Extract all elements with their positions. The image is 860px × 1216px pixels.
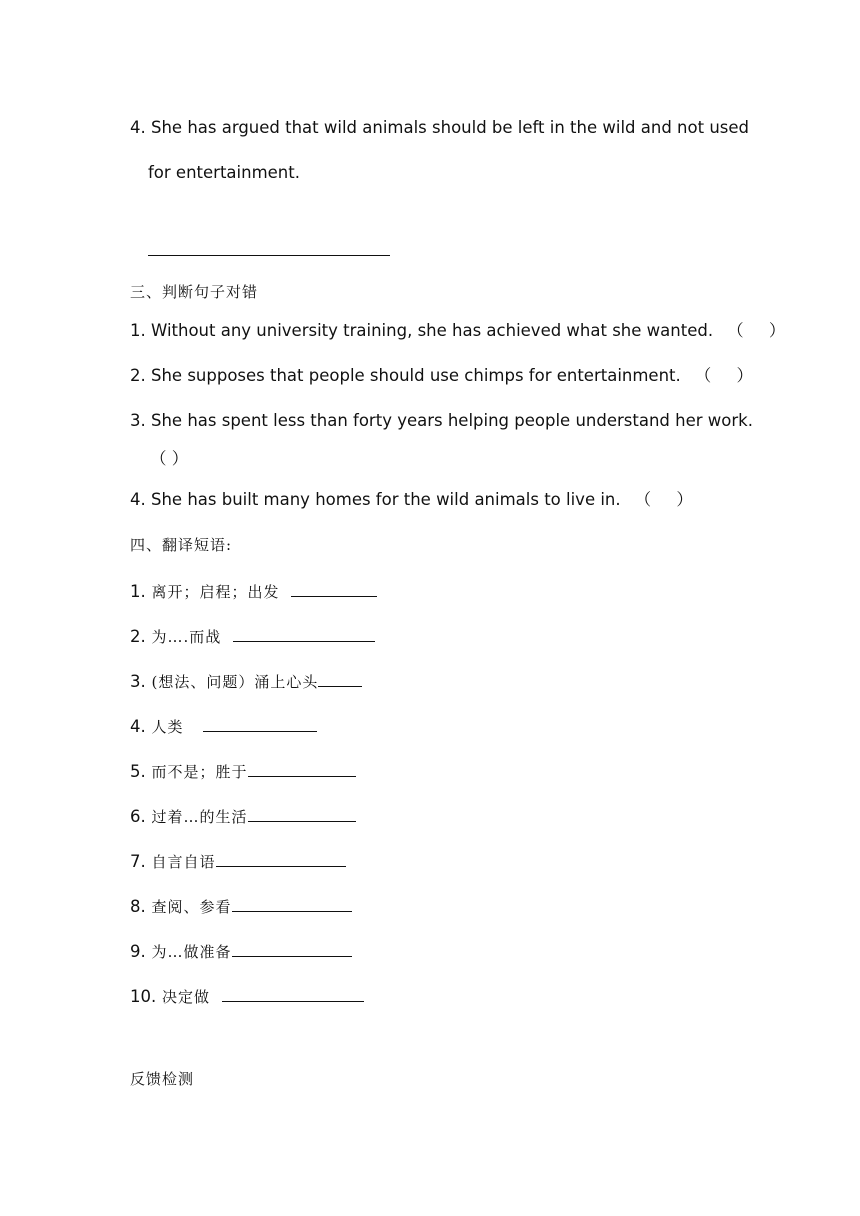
phrase-item-6 [130, 804, 356, 828]
phrase-item-4-blank[interactable] [203, 714, 317, 732]
phrase-item-4 [130, 714, 317, 738]
phrase-item-9-blank[interactable] [232, 939, 352, 957]
phrase-item-6-blank[interactable] [248, 804, 356, 822]
judge-item-4 [130, 489, 703, 511]
phrase-item-1-number: 1. [130, 582, 146, 601]
phrase-item-6-number: 6. [130, 807, 146, 826]
phrase-item-7-label: 自言自语 [151, 853, 216, 871]
phrase-item-8-label: 查阅、参看 [151, 898, 232, 916]
question-4-line-2: for entertainment. [148, 163, 300, 182]
phrase-item-7-blank[interactable] [216, 849, 346, 867]
feedback-heading: 反馈检测 [130, 1070, 195, 1088]
judge-item-2 [130, 365, 763, 387]
phrase-item-6-label: 过着…的生活 [151, 808, 248, 826]
phrase-item-1-label: 离开；启程；出发 [151, 583, 280, 601]
answer-blank[interactable] [148, 238, 390, 262]
judge-item-1 [130, 320, 795, 342]
phrase-item-2-blank[interactable] [233, 624, 375, 642]
phrase-item-1 [130, 579, 377, 603]
phrase-item-3-blank[interactable] [318, 669, 362, 687]
phrase-item-4-label: 人类 [151, 718, 184, 736]
phrase-item-5-number: 5. [130, 762, 146, 781]
phrase-item-8-blank[interactable] [232, 894, 352, 912]
phrase-item-5-label: 而不是；胜于 [151, 763, 248, 781]
judge-item-2-text: 2. She supposes that people should use chimps for entertainment. [130, 366, 681, 385]
phrase-item-2 [130, 624, 375, 648]
phrase-item-9-label: 为…做准备 [151, 943, 232, 961]
phrase-item-8-number: 8. [130, 897, 146, 916]
phrase-item-2-label: 为….而战 [151, 628, 222, 646]
judge-item-3-text: 3. She has spent less than forty years helping people understand her work. [130, 411, 753, 430]
phrase-item-4-number: 4. [130, 717, 146, 736]
judge-item-4-paren[interactable]: （ ） [634, 490, 703, 509]
phrase-item-8 [130, 894, 352, 918]
judge-item-2-paren[interactable]: （ ） [694, 366, 764, 385]
phrase-item-9-number: 9. [130, 942, 146, 961]
phrase-item-9 [130, 939, 352, 963]
phrase-item-1-blank[interactable] [291, 579, 377, 597]
phrase-item-10-number: 10. [130, 987, 157, 1006]
judge-item-1-paren[interactable]: （ ） [727, 321, 796, 340]
judge-item-3-paren[interactable]: （ ） [150, 449, 189, 468]
phrase-item-3 [130, 669, 362, 693]
phrase-item-7 [130, 849, 346, 873]
judge-item-1-text: 1. Without any university training, she has achieved what she wanted. [130, 321, 714, 340]
phrase-item-3-label: (想法、问题）涌上心头 [151, 673, 319, 691]
judge-item-4-text: 4. She has built many homes for the wild animals to live in. [130, 490, 621, 509]
phrase-item-10-blank[interactable] [222, 984, 364, 1002]
phrase-item-10-label: 决定做 [162, 988, 211, 1006]
phrase-item-5 [130, 759, 356, 783]
question-4-line-1: 4. She has argued that wild animals should be left in the wild and not used [130, 118, 749, 137]
phrase-item-3-number: 3. [130, 672, 146, 691]
section-3-heading: 三、判断句子对错 [130, 283, 259, 301]
judge-item-3 [130, 410, 753, 432]
section-4-heading: 四、翻译短语: [130, 536, 233, 554]
phrase-item-2-number: 2. [130, 627, 146, 646]
phrase-item-5-blank[interactable] [248, 759, 356, 777]
phrase-item-10 [130, 984, 364, 1008]
phrase-item-7-number: 7. [130, 852, 146, 871]
